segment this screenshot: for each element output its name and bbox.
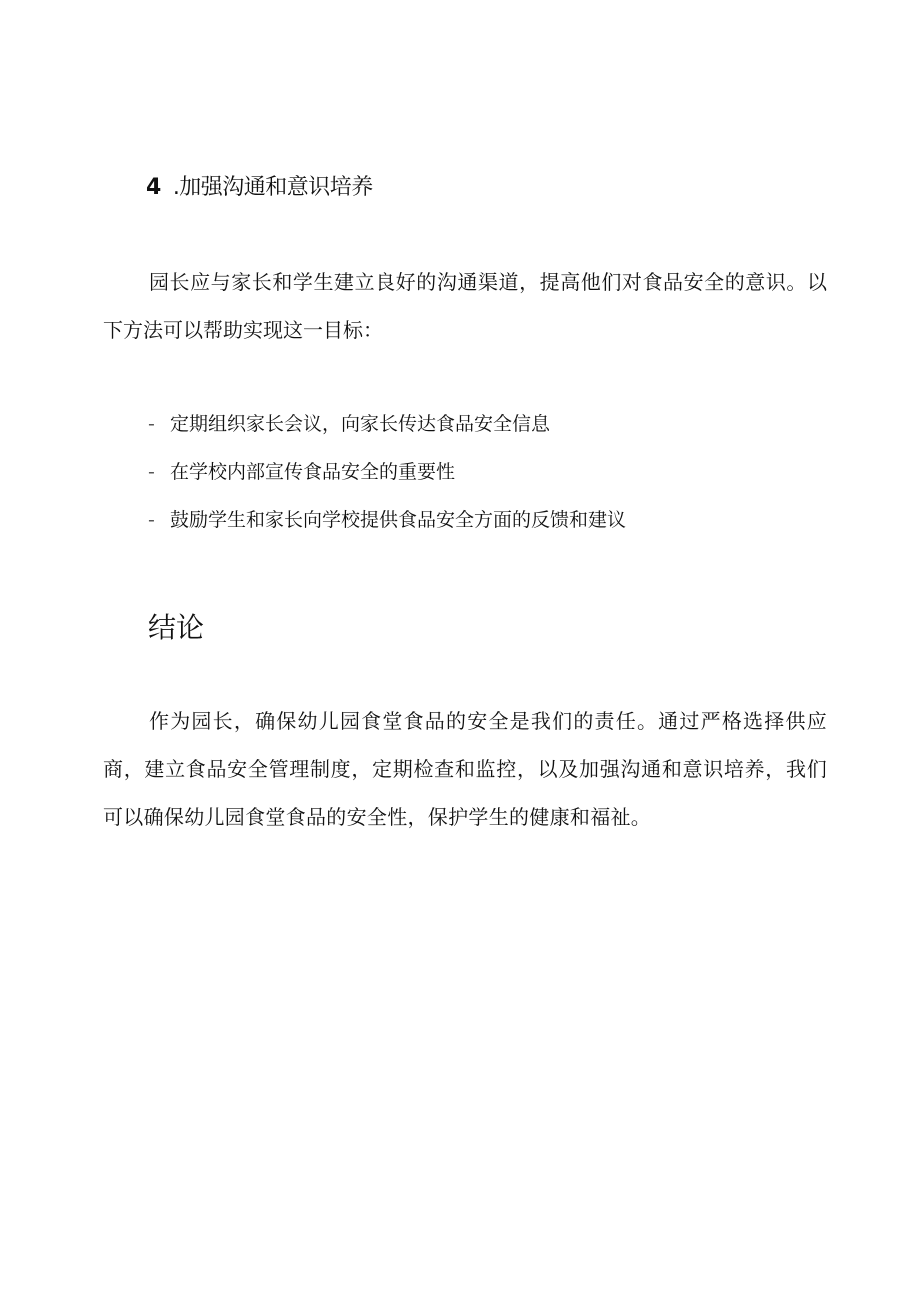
intro-paragraph: 园长应与家长和学生建立良好的沟通渠道，提高他们对食品安全的意识。以下方法可以帮助实现这一目标：	[103, 270, 827, 342]
method-list	[148, 400, 626, 544]
list-item	[148, 400, 626, 448]
list-item-text: 定期组织家长会议，向家长传达食品安全信息	[170, 413, 551, 435]
list-item-text: 在学校内部宣传食品安全的重要性	[170, 461, 456, 483]
list-item-text: 鼓励学生和家长向学校提供食品安全方面的反馈和建议	[170, 509, 627, 531]
conclusion-paragraph: 作为园长，确保幼儿园食堂食品的安全是我们的责任。通过严格选择供应商，建立食品安全管理制度，定期检查和监控，以及加强沟通和意识培养，我们可以确保幼儿园食堂食品的安全性，保护学生的健康和福祉。	[103, 709, 827, 829]
list-item	[148, 496, 626, 544]
bullet-dash: -	[148, 461, 155, 483]
section-heading	[146, 170, 373, 206]
list-item	[148, 448, 626, 496]
section-number: 4	[146, 175, 161, 200]
bullet-dash: -	[148, 413, 155, 435]
conclusion-heading: 结论	[148, 611, 205, 644]
bullet-dash: -	[148, 509, 155, 531]
section-title: .加强沟通和意识培养	[172, 175, 373, 200]
